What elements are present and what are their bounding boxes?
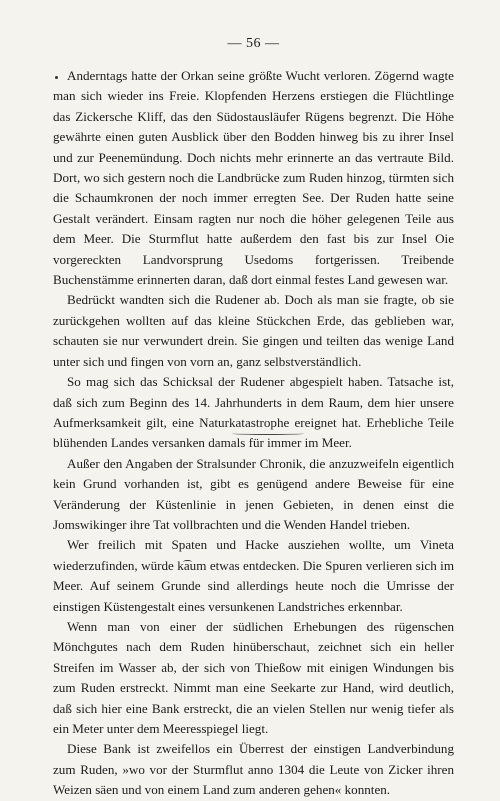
pencil-correction-mark xyxy=(183,560,192,564)
paragraph: Außer den Angaben der Stralsunder Chronik, die anzuzweifeln eigentlich kein Grund vorhanden ist, gibt es genügend andere Beweise für eine Veränderung der Küstenlinie in jenen Gebieten, in denen einst die Jomswikinger ihre Tat vollbrachten und die Wenden Handel trieben. xyxy=(53,455,454,532)
paragraph: Anderntags hatte der Orkan seine größte Wucht verloren. Zögernd wagte man sich wieder ins Freie. Klopfenden Herzens erstiegen die Flüchtlinge das Zickersche Kliff, das den Südostausläufer Rügens begrenzt. Die Höhe gewährte einen guten Ausblick über den Bodden hinweg bis zu ihrer Insel und zur Peenemündung. Doch nichts mehr erinnerte an das vertraute Bild. Dort, wo sich gestern noch die Landbrücke zum Ruden hinzog, türmten sich die Schaumkronen der noch immer erregten See. Der Ruden hatte seine Gestalt verändert. Einsam ragten nur noch die höher gelegenen Teile aus dem Meer. Die Sturmflut hatte außerdem den fast bis zur Insel Oie vorgereckten Landvorsprung Usedoms fortgerissen. Treibende Buchenstämme erinnerten daran, daß dort einmal festes Land gewesen war. xyxy=(53,68,454,288)
page-number: — 56 — xyxy=(227,36,280,51)
paragraph: Wer freilich mit Spaten und Hacke ausziehen wollte, um Vineta wiederzufinden, würde kaum etwas entdecken. Die Spuren verlieren sich im Meer. Auf seinem Grunde sind allerdings heute noch die Umrisse der einstigen Küstengestalt eines versunkenen Landstriches erkennbar. xyxy=(53,537,454,614)
paragraph: Bedrückt wandten sich die Rudener ab. Doch als man sie fragte, ob sie zurückgehen wollten auf das kleine Stückchen Erde, das geblieben war, schauten sie nur verwundert drein. Sie gingen und teilten das wenige Land unter sich und fingen von vorn an, ganz selbstverständlich. xyxy=(53,292,454,369)
pencil-underline-mark xyxy=(232,432,304,435)
paragraph: So mag sich das Schicksal der Rudener abgespielt haben. Tatsache ist, daß sich zum Beginn des 14. Jahrhunderts in dem Raum, dem hier unsere Aufmerksamkeit gilt, eine Naturkatastrophe ereignet hat. Erhebliche Teile blühenden Landes versanken damals für immer im Meer. xyxy=(53,374,454,451)
paragraph: Diese Bank ist zweifellos ein Überrest der einstigen Landverbindung zum Ruden, »wo vor der Sturmflut anno 1304 die Leute von Zicker ihren Weizen säen und von einem Land zum anderen gehen« konnten. xyxy=(53,741,454,798)
paragraph: Wenn man von einer der südlichen Erhebungen des rügenschen Mönchgutes nach dem Ruden hinüberschaut, zeichnet sich ein heller Streifen im Wasser ab, der sich von Thießow mit einigen Windungen bis zum Ruden erstreckt. Nimmt man eine Seekarte zur Hand, wird deutlich, daß sich hier eine Bank erstreckt, die an vielen Stellen nur wenig tiefer als ein Meter unter dem Meeresspiegel liegt. xyxy=(53,618,454,736)
print-speck xyxy=(55,76,58,79)
